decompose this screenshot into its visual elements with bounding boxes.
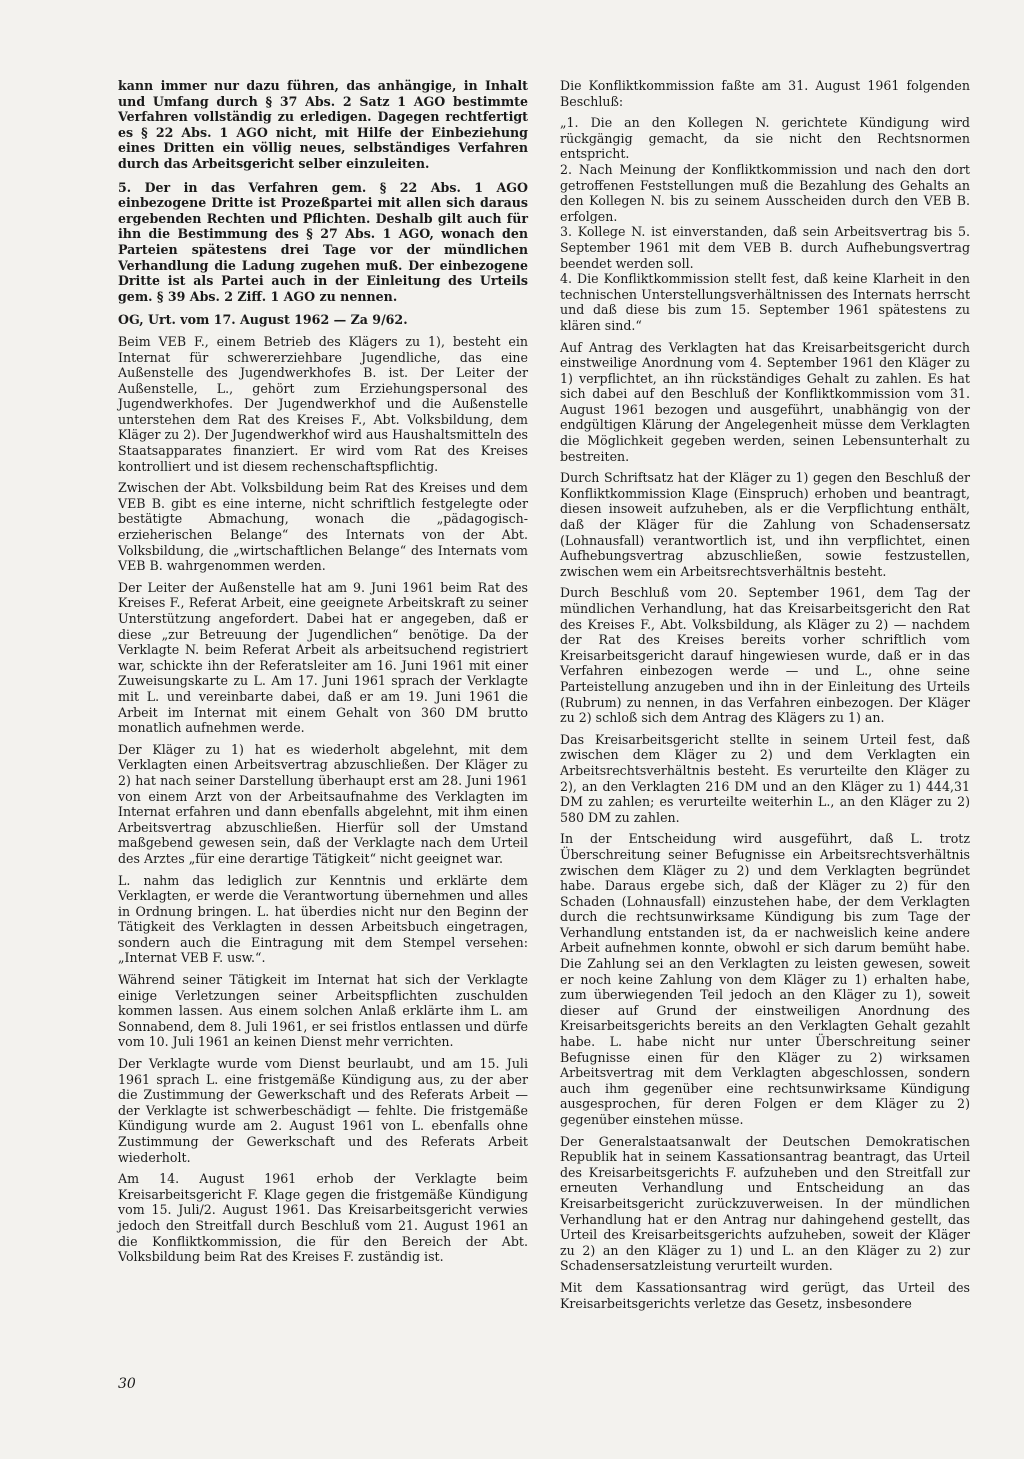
headnote-paragraph: kann immer nur dazu führen, das anhängige, in Inhalt und Umfang durch § 37 Abs. 2 Satz 1 AGO bestimmte Verfahren vollständig zu erledigen. Dagegen rechtfertigt es § 22 Abs. 1 AGO nicht, mit Hilfe der Einbeziehung eines Dritten ein völlig neues, selbständiges Verfahren durch das Arbeitsgericht selber einzuleiten. [118, 78, 528, 171]
body-paragraph: Mit dem Kassationsantrag wird gerügt, das Urteil des Kreisarbeitsgerichts verletze das Gesetz, insbesondere [560, 1279, 970, 1311]
body-paragraph: Durch Beschluß vom 20. September 1961, dem Tag der mündlichen Verhandlung, hat das Kreisarbeitsgericht den Rat des Kreises F., Abt. Volksbildung, als Kläger zu 2) — nachdem der Rat des Kreises bereits vorher schriftlich vom Kreisarbeitsgericht darauf hingewiesen wurde, daß er in das Verfahren einbezogen werde — und L., ohne seine Parteistellung anzugeben und ihn in der Einleitung des Urteils (Rubrum) zu nennen, in das Verfahren einbezogen. Der Kläger zu 2) schloß sich dem Antrag des Klägers zu 1) an. [560, 585, 970, 726]
page-number: 30 [118, 1376, 136, 1392]
headnote-paragraph: 5. Der in das Verfahren gem. § 22 Abs. 1 AGO einbezogene Dritte ist Prozeßpartei mit allen sich daraus ergebenden Rechten und Pflichten. Deshalb gilt auch für ihn die Bestimmung des § 27 Abs. 1 AGO, wonach den Parteien spätestens drei Tage vor der mündlichen Verhandlung die Ladung zugehen muß. Der einbezogene Dritte ist als Partei auch in der Einleitung des Urteils gem. § 39 Abs. 2 Ziff. 1 AGO zu nennen. [118, 179, 528, 304]
body-paragraph: Zwischen der Abt. Volksbildung beim Rat des Kreises und dem VEB B. gibt es eine interne, nicht schriftlich festgelegte oder bestätigte Abmachung, wonach die „pädagogisch-erzieherischen Belange“ des Internats von der Abt. Volksbildung, die „wirtschaftlichen Belange“ des Internats vom VEB B. wahrgenommen werden. [118, 480, 528, 574]
body-paragraph: Der Generalstaatsanwalt der Deutschen Demokratischen Republik hat in seinem Kassationsantrag beantragt, das Urteil des Kreisarbeitsgerichts F. aufzuheben und den Streitfall zur erneuten Verhandlung und Entscheidung an das Kreisarbeitsgericht zurückzuverweisen. In der mündlichen Verhandlung hat er den Antrag nur dahingehend gestellt, das Urteil des Kreisarbeitsgerichts aufzuheben, soweit der Kläger zu 2) an den Kläger zu 1) und L. an den Kläger zu 2) zur Schadensersatzleistung verurteilt wurden. [560, 1133, 970, 1274]
quote-item: „1. Die an den Kollegen N. gerichtete Kündigung wird rückgängig gemacht, da sie nicht den Rechtsnormen entspricht. [560, 115, 970, 162]
body-paragraph: Während seiner Tätigkeit im Internat hat sich der Verklagte einige Verletzungen seiner Arbeitspflichten zuschulden kommen lassen. Aus einem solchen Anlaß erklärte ihm L. am Sonnabend, dem 8. Juli 1961, er sei fristlos entlassen und dürfe vom 10. Juli 1961 an keinen Dienst mehr verrichten. [118, 972, 528, 1050]
body-paragraph: Der Leiter der Außenstelle hat am 9. Juni 1961 beim Rat des Kreises F., Referat Arbeit, eine geeignete Arbeitskraft zu seiner Unterstützung angefordert. Dabei hat er angegeben, daß er diese „zur Betreuung der Jugendlichen“ benötige. Da der Verklagte N. beim Referat Arbeit als arbeitsuchend registriert war, schickte ihn der Referatsleiter am 16. Juni 1961 mit einer Zuweisungskarte zu L. Am 17. Juni 1961 sprach der Verklagte mit L. und vereinbarte dabei, daß er am 19. Juni 1961 die Arbeit im Internat mit einem Gehalt von 360 DM brutto monatlich aufnehmen werde. [118, 579, 528, 736]
quote-item: 4. Die Konfliktkommission stellt fest, daß keine Klarheit in den technischen Unterstellungsverhältnissen des Internats herrscht und daß diese bis zum 15. September 1961 spätestens zu klären sind.“ [560, 271, 970, 333]
body-paragraph: Die Konfliktkommission faßte am 31. August 1961 folgenden Beschluß: [560, 78, 970, 109]
left-column [118, 78, 528, 1271]
body-paragraph: L. nahm das lediglich zur Kenntnis und erklärte dem Verklagten, er werde die Verantwortung übernehmen und alles in Ordnung bringen. L. hat überdies nicht nur den Beginn der Tätigkeit des Verklagten in dessen Arbeitsbuch eingetragen, sondern auch die Eintragung mit dem Stempel versehen: „Internat VEB F. usw.“. [118, 872, 528, 966]
body-paragraph: In der Entscheidung wird ausgeführt, daß L. trotz Überschreitung seiner Befugnisse ein Arbeitsrechtsverhältnis zwischen dem Kläger zu 2) und dem Verklagten begründet habe. Daraus ergebe sich, daß der Kläger zu 2) für den Schaden (Lohnausfall) einzustehen habe, der dem Verklagten durch die rechtsunwirksame Kündigung bis zum Tage der Verhandlung entstanden ist, da er nachweislich keine andere Arbeit aufnehmen konnte, obwohl er sich darum bemüht habe. Die Zahlung sei an den Verklagten zu leisten gewesen, soweit er noch keine Zahlung von dem Kläger zu 1) erhalten habe, zum überwiegenden Teil jedoch an den Kläger zu 1), soweit dieser auf Grund der einstweiligen Anordnung des Kreisarbeitsgerichts bereits an den Verklagten Gehalt gezahlt habe. L. habe nicht nur unter Überschreitung seiner Befugnisse einen für den Kläger zu 2) wirksamen Arbeitsvertrag mit dem Verklagten abgeschlossen, sondern auch ihm gegenüber eine rechtsunwirksame Kündigung ausgesprochen, für deren Folgen er dem Kläger zu 2) gegenüber einstehen müsse. [560, 831, 970, 1127]
right-column [560, 78, 970, 1317]
body-paragraph: Beim VEB F., einem Betrieb des Klägers zu 1), besteht ein Internat für schwererziehbare Jugendliche, das eine Außenstelle des Jugendwerkhofes B. ist. Der Leiter der Außenstelle, L., gehört zum Erziehungspersonal des Jugendwerkhofes. Der Jugendwerkhof und die Außenstelle unterstehen dem Rat des Kreises F., Abt. Volksbildung, dem Kläger zu 2). Der Jugendwerkhof wird aus Haushaltsmitteln des Staatsapparates finanziert. Er wird vom Rat des Kreises kontrolliert und ist diesem rechenschaftspflichtig. [118, 333, 528, 474]
body-paragraph: Auf Antrag des Verklagten hat das Kreisarbeitsgericht durch einstweilige Anordnung vom 4. September 1961 den Kläger zu 1) verpflichtet, an ihn rückständiges Gehalt zu zahlen. Es hat sich dabei auf den Beschluß der Konfliktkommission vom 31. August 1961 bezogen und ausgeführt, unabhängig von der endgültigen Klärung der Angelegenheit müsse dem Verklagten die Möglichkeit gegeben werden, seinen Lebensunterhalt zu bestreiten. [560, 339, 970, 464]
quote-item: 2. Nach Meinung der Konfliktkommission und nach den dort getroffenen Feststellungen muß die Bezahlung des Gehalts an den Kollegen N. bis zu seinem Ausscheiden durch den VEB B. erfolgen. [560, 161, 970, 224]
body-paragraph: Durch Schriftsatz hat der Kläger zu 1) gegen den Beschluß der Konfliktkommission Klage (Einspruch) erhoben und beantragt, diesen insoweit aufzuheben, als er die Verpflichtung enthält, daß der Kläger für die Zahlung von Schadensersatz (Lohnausfall) verantwortlich ist, und ihn verpflichtet, einen Aufhebungsvertrag abzuschließen, sowie festzustellen, zwischen wem ein Arbeitsrechtsverhältnis besteht. [560, 470, 970, 579]
commission-decision-quote [560, 115, 970, 333]
body-paragraph: Der Kläger zu 1) hat es wiederholt abgelehnt, mit dem Verklagten einen Arbeitsvertrag abzuschließen. Der Kläger zu 2) hat nach seiner Darstellung überhaupt erst am 28. Juni 1961 von einem Arzt von der Arbeitsaufnahme des Verklagten im Internat erfahren und dann ebenfalls abgelehnt, mit ihm einen Arbeitsvertrag abzuschließen. Hierfür soll der Umstand maßgebend gewesen sein, daß der Verklagte nach dem Urteil des Arztes „für eine derartige Tätigkeit“ nicht geeignet war. [118, 741, 528, 866]
case-citation: OG, Urt. vom 17. August 1962 — Za 9/62. [118, 312, 408, 328]
body-paragraph: Am 14. August 1961 erhob der Verklagte beim Kreisarbeitsgericht F. Klage gegen die fristgemäße Kündigung vom 15. Juli/2. August 1961. Das Kreisarbeitsgericht verwies jedoch den Streitfall durch Beschluß vom 21. August 1961 an die Konfliktkommission, die für den Bereich der Abt. Volksbildung beim Rat des Kreises F. zuständig ist. [118, 1171, 528, 1265]
body-paragraph: Der Verklagte wurde vom Dienst beurlaubt, und am 15. Juli 1961 sprach L. eine fristgemäße Kündigung aus, zu der aber die Zustimmung der Gewerkschaft und des Referats Arbeit — der Verklagte ist schwerbeschädigt — fehlte. Die fristgemäße Kündigung wurde am 2. August 1961 von L. ebenfalls ohne Zustimmung der Gewerkschaft und des Referats Arbeit wiederholt. [118, 1056, 528, 1165]
body-paragraph: Das Kreisarbeitsgericht stellte in seinem Urteil fest, daß zwischen dem Kläger zu 2) und dem Verklagten ein Arbeitsrechtsverhältnis besteht. Es verurteilte den Kläger zu 2), an den Verklagten 216 DM und an den Kläger zu 1) 444,31 DM zu zahlen; es verurteilte weiterhin L., an den Kläger zu 2) 580 DM zu zahlen. [560, 731, 970, 825]
quote-item: 3. Kollege N. ist einverstanden, daß sein Arbeitsvertrag bis 5. September 1961 mit dem VEB B. durch Aufhebungsvertrag beendet werden soll. [560, 224, 970, 271]
